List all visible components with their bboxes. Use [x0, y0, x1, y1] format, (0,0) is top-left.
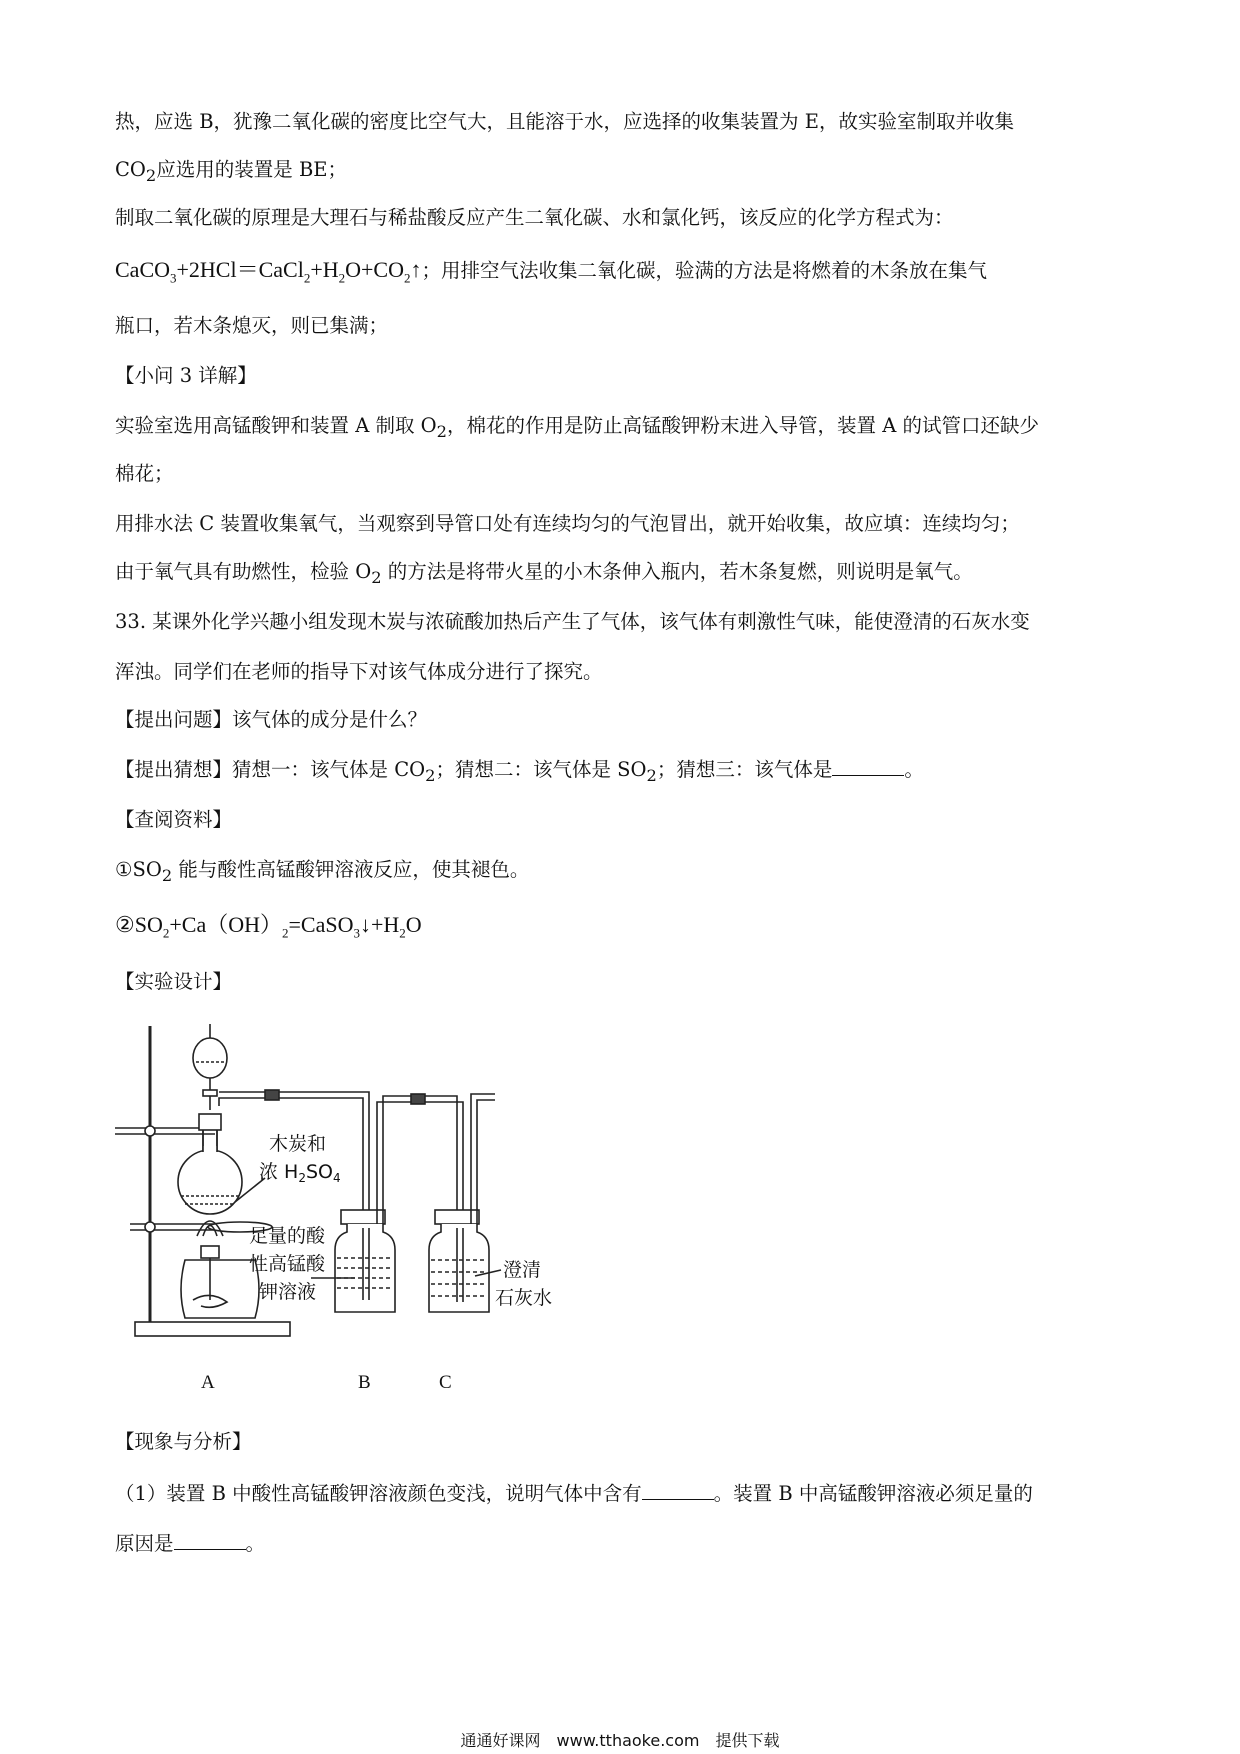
label-limewater: 石灰水 — [495, 1287, 553, 1309]
stand-base — [135, 1322, 290, 1336]
alcohol-lamp — [201, 1246, 219, 1258]
question-text: （1）装置 B 中酸性高锰酸钾溶液颜色变浅，说明气体中含有 。装置 B 中高锰酸钾溶液必须足量的 — [115, 1482, 1033, 1505]
text-line: 瓶口，若木条熄灭，则已集满； — [115, 314, 389, 337]
section-heading: 【小问 3 详解】 — [115, 364, 257, 387]
apparatus-diagram — [115, 1010, 635, 1410]
page-footer: 通通好课网 www.tthaoke.com 提供下载 — [460, 1731, 780, 1750]
question-text: 【提出猜想】猜想一：该气体是 $CO_2$；猜想二：该气体是 $SO_2$；猜想三：该气体是 。 — [115, 758, 924, 785]
text-line: 棉花； — [115, 462, 174, 485]
text-line: 由于氧气具有助燃性，检验 $O_2$ 的方法是将带火星的小木条伸入瓶内，若木条复燃，则说明是氧气。 — [115, 560, 973, 587]
label-c: C — [439, 1372, 452, 1393]
label-kmno4: 性高锰酸 — [249, 1253, 326, 1275]
section-heading: 【实验设计】 — [115, 970, 233, 993]
label-reagent: 木炭和 — [269, 1133, 327, 1155]
label-kmno4: 足量的酸 — [249, 1225, 326, 1247]
text-line: 用排水法 C 装置收集氧气，当观察到导管口处有连续均匀的气泡冒出，就开始收集，故应填：连续均匀； — [115, 512, 1020, 535]
text-line: 热，应选 B，犹豫二氧化碳的密度比空气大，且能溶于水，应选择的收集装置为 E，故实验室制取并收集 — [115, 110, 1014, 133]
bottle-b-stopper — [341, 1210, 385, 1224]
connecting-tube — [377, 1102, 463, 1228]
answer-blank[interactable] — [832, 757, 904, 776]
chemical-equation: $CaCO_3+2HCl=CaCl_2+H_2O+CO_2↑$；用排空气法收集二氧化碳，验满的方法是将燃着的木条放在集气 — [115, 257, 987, 286]
text-line: 制取二氧化碳的原理是大理石与稀盐酸反应产生二氧化碳、水和氯化钙，该反应的化学方程式为： — [115, 206, 954, 229]
question-text: 原因是 。 — [115, 1532, 266, 1555]
question-text: 浑浊。同学们在老师的指导下对该气体成分进行了探究。 — [115, 660, 603, 683]
separatory-funnel — [193, 1038, 227, 1078]
chemical-equation: $②SO_2+Ca(OH)_2=CaSO_3↓+H_2O$ — [115, 912, 422, 941]
label-limewater: 澄清 — [503, 1259, 542, 1281]
label-b: B — [358, 1372, 371, 1393]
answer-blank[interactable] — [642, 1481, 714, 1500]
bottle-c-stopper — [435, 1210, 479, 1224]
text-line: $①SO_2$ 能与酸性高锰酸钾溶液反应，使其褪色。 — [115, 858, 530, 885]
label-a: A — [201, 1372, 215, 1393]
text-line: $CO_2$应选用的装置是 BE； — [115, 158, 348, 185]
question-text: 【提出问题】该气体的成分是什么？ — [115, 708, 428, 731]
bottle-c — [429, 1224, 489, 1312]
question-text: 33. 某课外化学兴趣小组发现木炭与浓硫酸加热后产生了气体，该气体有刺激性气味，能使澄清的石灰水变 — [115, 610, 1030, 633]
label-reagent: 浓 $H_2SO_4$ — [259, 1161, 341, 1185]
answer-blank[interactable] — [174, 1531, 246, 1550]
label-kmno4: 钾溶液 — [259, 1281, 317, 1303]
section-heading: 【查阅资料】 — [115, 808, 233, 831]
text-line: 实验室选用高锰酸钾和装置 A 制取 $O_2$，棉花的作用是防止高锰酸钾粉末进入导管，装置 A 的试管口还缺少 — [115, 414, 1039, 441]
stopper — [199, 1114, 221, 1130]
section-heading: 【现象与分析】 — [115, 1430, 252, 1453]
